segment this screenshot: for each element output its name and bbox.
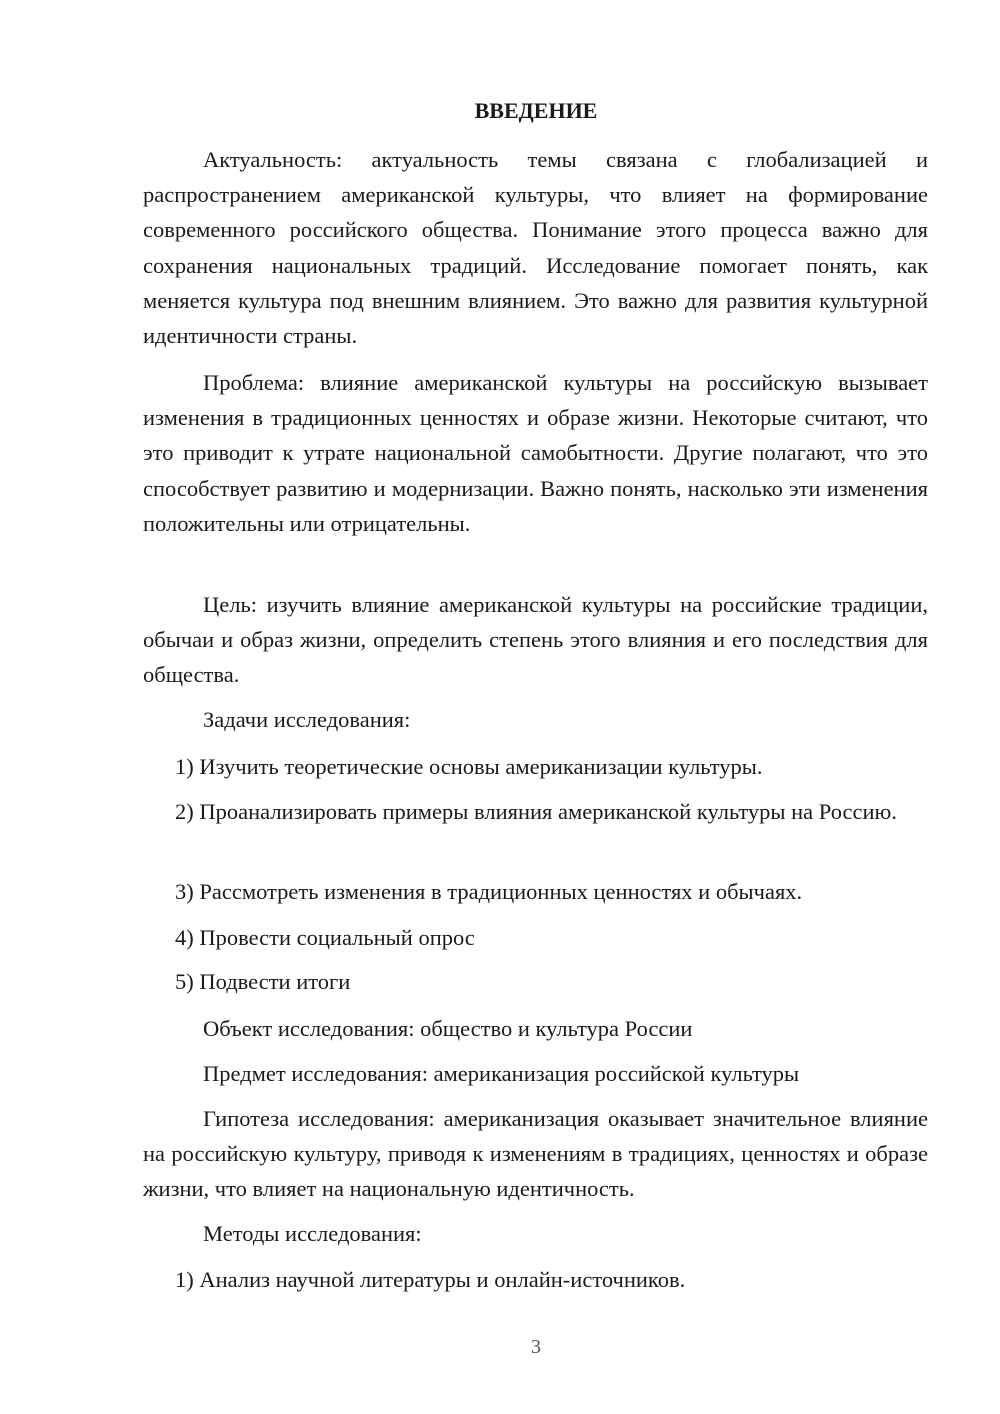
task-item-2: 2) Проанализировать примеры влияния американской культуры на Россию. bbox=[175, 799, 897, 824]
page-number: 3 bbox=[531, 1336, 541, 1358]
method-item-1: 1) Анализ научной литературы и онлайн-источников. bbox=[175, 1267, 686, 1292]
relevance-paragraph: Актуальность: актуальность темы связана с глобализацией и распространением американской культуры, что влияет на формирование современного российского общества. Понимание этого процесса важно для сохранения национальных традиций. Исследование помогает понять, как меняется культура под внешним влиянием. Это важно для развития культурной идентичности страны. bbox=[143, 147, 928, 349]
research-subject: Предмет исследования: американизация российской культуры bbox=[203, 1061, 800, 1086]
tasks-heading: Задачи исследования: bbox=[203, 707, 411, 732]
research-object: Объект исследования: общество и культура России bbox=[203, 1016, 693, 1041]
task-item-5: 5) Подвести итоги bbox=[175, 969, 351, 994]
problem-paragraph: Проблема: влияние американской культуры на российскую вызывает изменения в традиционных ценностях и образе жизни. Некоторые считают, что это приводит к утрате национальной самобытности. Другие полагают, что это способствует развитию и модернизации. Важно понять, насколько эти изменения положительны или отрицательны. bbox=[143, 370, 928, 536]
task-item-1: 1) Изучить теоретические основы американизации культуры. bbox=[175, 754, 763, 779]
section-heading: ВВЕДЕНИЕ bbox=[474, 98, 598, 123]
methods-heading: Методы исследования: bbox=[203, 1221, 422, 1246]
task-item-4: 4) Провести социальный опрос bbox=[175, 925, 475, 950]
hypothesis-paragraph: Гипотеза исследования: американизация оказывает значительное влияние на российскую культуру, приводя к изменениям в традициях, ценностях и образе жизни, что влияет на национальную идентичность. bbox=[143, 1106, 928, 1202]
task-item-3: 3) Рассмотреть изменения в традиционных ценностях и обычаях. bbox=[175, 879, 803, 904]
goal-paragraph: Цель: изучить влияние американской культуры на российские традиции, обычаи и образ жизни, определить степень этого влияния и его последствия для общества. bbox=[143, 592, 928, 688]
